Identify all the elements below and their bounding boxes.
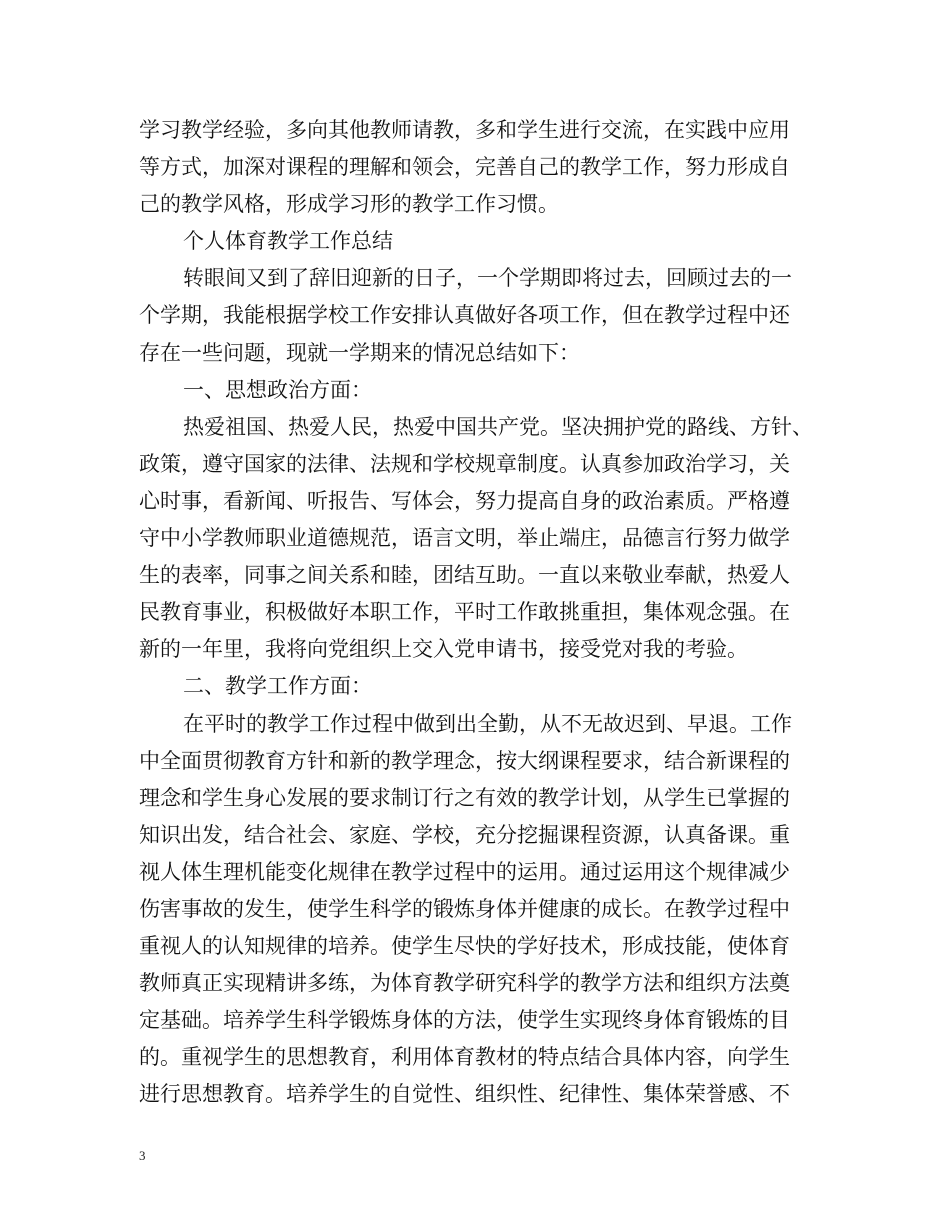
text-line: 视人体生理机能变化规律在教学过程中的运用。通过运用这个规律减少 — [139, 859, 790, 884]
text-line: 己的教学风格，形成学习形的教学工作习惯。 — [139, 192, 559, 217]
text-line: 二、教学工作方面： — [183, 674, 372, 699]
text-line: 民教育事业，积极做好本职工作，平时工作敢挑重担，集体观念强。在 — [139, 600, 790, 625]
document-body — [139, 112, 817, 1114]
page-number: 3 — [139, 1148, 146, 1163]
text-line: 生的表率，同事之间关系和睦，团结互助。一直以来敬业奉献，热爱人 — [139, 563, 790, 588]
text-line: 个人体育教学工作总结 — [183, 229, 393, 254]
text-line: 心时事，看新闻、听报告、写体会，努力提高自身的政治素质。严格遵 — [139, 488, 790, 513]
text-line: 教师真正实现精讲多练，为体育教学研究科学的教学方法和组织方法奠 — [139, 971, 790, 996]
text-line: 重视人的认知规律的培养。使学生尽快的学好技术，形成技能，使体育 — [139, 934, 790, 959]
text-line: 政策，遵守国家的法律、法规和学校规章制度。认真参加政治学习，关 — [139, 451, 790, 476]
text-line: 一、思想政治方面： — [183, 377, 372, 402]
text-line: 转眼间又到了辞旧迎新的日子，一个学期即将过去，回顾过去的一 — [183, 266, 792, 291]
text-line: 学习教学经验，多向其他教师请教，多和学生进行交流，在实践中应用 — [139, 118, 790, 142]
text-line: 知识出发，结合社会、家庭、学校，充分挖掘课程资源，认真备课。重 — [139, 822, 790, 847]
text-line: 中全面贯彻教育方针和新的教学理念，按大纲课程要求，结合新课程的 — [139, 748, 790, 773]
text-line: 进行思想教育。培养学生的自觉性、组织性、纪律性、集体荣誉感、不 — [139, 1082, 790, 1107]
text-line: 守中小学教师职业道德规范，语言文明，举止端庄，品德言行努力做学 — [139, 526, 790, 551]
text-line: 存在一些问题，现就一学期来的情况总结如下： — [139, 340, 580, 365]
text-line: 的。重视学生的思想教育，利用体育教材的特点结合具体内容，向学生 — [139, 1045, 790, 1070]
text-line: 在平时的教学工作过程中做到出全勤，从不无故迟到、早退。工作 — [183, 711, 792, 736]
text-line: 热爱祖国、热爱人民，热爱中国共产党。坚决拥护党的路线、方针、 — [183, 414, 813, 439]
text-line: 等方式，加深对课程的理解和领会，完善自己的教学工作，努力形成自 — [139, 155, 790, 180]
text-line: 个学期，我能根据学校工作安排认真做好各项工作，但在教学过程中还 — [139, 303, 790, 328]
text-line: 定基础。培养学生科学锻炼身体的方法，使学生实现终身体育锻炼的目 — [139, 1008, 790, 1033]
text-line: 新的一年里，我将向党组织上交入党申请书，接受党对我的考验。 — [139, 637, 748, 662]
text-line: 理念和学生身心发展的要求制订行之有效的教学计划，从学生已掌握的 — [139, 785, 790, 810]
text-line: 伤害事故的发生，使学生科学的锻炼身体并健康的成长。在教学过程中 — [139, 896, 790, 921]
